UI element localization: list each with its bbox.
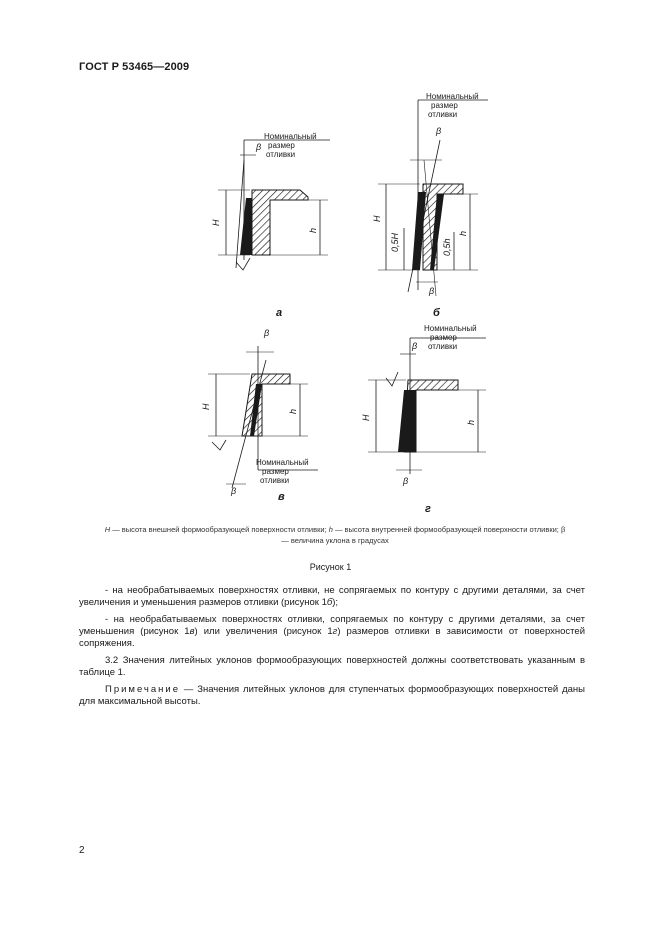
- nominal-label: отливки: [260, 476, 290, 485]
- draft-wedge: [398, 390, 416, 452]
- beta-label: β: [436, 126, 442, 136]
- h-label: h: [466, 419, 476, 425]
- h-label: h: [308, 227, 318, 233]
- H-label: H: [361, 414, 371, 421]
- paragraph: [79, 614, 585, 650]
- note-paragraph: [79, 684, 585, 708]
- subfigure-b: [372, 92, 488, 319]
- nominal-label: отливки: [428, 342, 458, 351]
- paragraph-text: - на необрабатываемых поверхностях отливки, не сопрягаемых по контуру с другими деталями, за счет увеличения и уменьшения размеров отливки (рисунок 1: [79, 585, 585, 608]
- subfigure-label-a: a: [276, 307, 283, 319]
- document-header: ГОСТ Р 53465—2009: [79, 61, 190, 73]
- beta-label: β: [256, 142, 262, 152]
- paragraph-text: ) или увеличения (рисунок 1: [194, 626, 333, 637]
- subfigure-g: [361, 324, 486, 515]
- legend-h-desc: — высота внутренней формообразующей поверхности отливки;: [332, 525, 561, 534]
- nominal-label: размер: [262, 467, 289, 476]
- body-text: [79, 585, 585, 713]
- half-h-label: 0,5h: [442, 238, 452, 256]
- half-H-label: 0,5H: [390, 232, 400, 252]
- nominal-label: отливки: [428, 110, 458, 119]
- H-label: H: [211, 219, 221, 226]
- figure-ref: в: [189, 626, 195, 637]
- nominal-label: отливки: [266, 150, 296, 159]
- beta-label: β: [264, 328, 270, 338]
- note-text: — Значения литейных уклонов для ступенчатых формообразующих поверхностей даны для максимальной высоты.: [79, 684, 585, 707]
- note-label: Примечание: [105, 684, 180, 695]
- nominal-label: Номинальный: [256, 458, 309, 467]
- subfigure-label-g: г: [425, 503, 431, 515]
- paragraph: 3.2 Значения литейных уклонов формообразующих поверхностей должны соответствовать указанным в таблице 1.: [79, 655, 585, 678]
- page-number: 2: [79, 845, 85, 856]
- beta-label: β: [231, 486, 237, 496]
- H-label: H: [201, 403, 211, 410]
- figure-ref: г: [332, 626, 338, 637]
- subfigure-label-b: б: [433, 307, 440, 319]
- paragraph-text: - на необрабатываемых поверхностях отливки, сопрягаемых по контуру с другими деталями, за счет уменьшения (рисунок 1: [79, 614, 585, 637]
- nominal-label: Номинальный: [424, 324, 477, 333]
- H-label: H: [372, 215, 382, 222]
- paragraph-text: ) размеров отливки в зависимости от поверхностей сопряжения.: [79, 626, 586, 649]
- legend-H-symbol: H: [104, 525, 111, 534]
- legend-beta-symbol: β: [560, 525, 566, 534]
- figure-legend: [100, 524, 570, 546]
- nominal-label: размер: [431, 101, 458, 110]
- subfigure-a: [211, 132, 330, 319]
- figure-ref: б: [326, 597, 333, 608]
- beta-label: β: [412, 341, 418, 351]
- legend-H-desc: — высота внешней формообразующей поверхности отливки;: [110, 525, 329, 534]
- h-label: h: [458, 230, 468, 236]
- draft-wedge: [240, 198, 252, 255]
- nominal-label: Номинальный: [426, 92, 479, 101]
- nominal-label: размер: [268, 141, 295, 150]
- legend-beta-desc: — величина уклона в градусах: [281, 536, 389, 545]
- legend-h-symbol: h: [328, 525, 333, 534]
- subfigure-label-v: в: [278, 491, 285, 503]
- nominal-label: Номинальный: [264, 132, 317, 141]
- paragraph-text: );: [332, 597, 339, 608]
- beta-label: β: [403, 476, 409, 486]
- figure-caption: Рисунок 1: [309, 562, 352, 572]
- subfigure-v: [201, 328, 318, 503]
- paragraph: [79, 585, 585, 609]
- h-label: h: [288, 408, 298, 414]
- nominal-label: размер: [430, 333, 457, 342]
- beta-label: β: [429, 286, 435, 296]
